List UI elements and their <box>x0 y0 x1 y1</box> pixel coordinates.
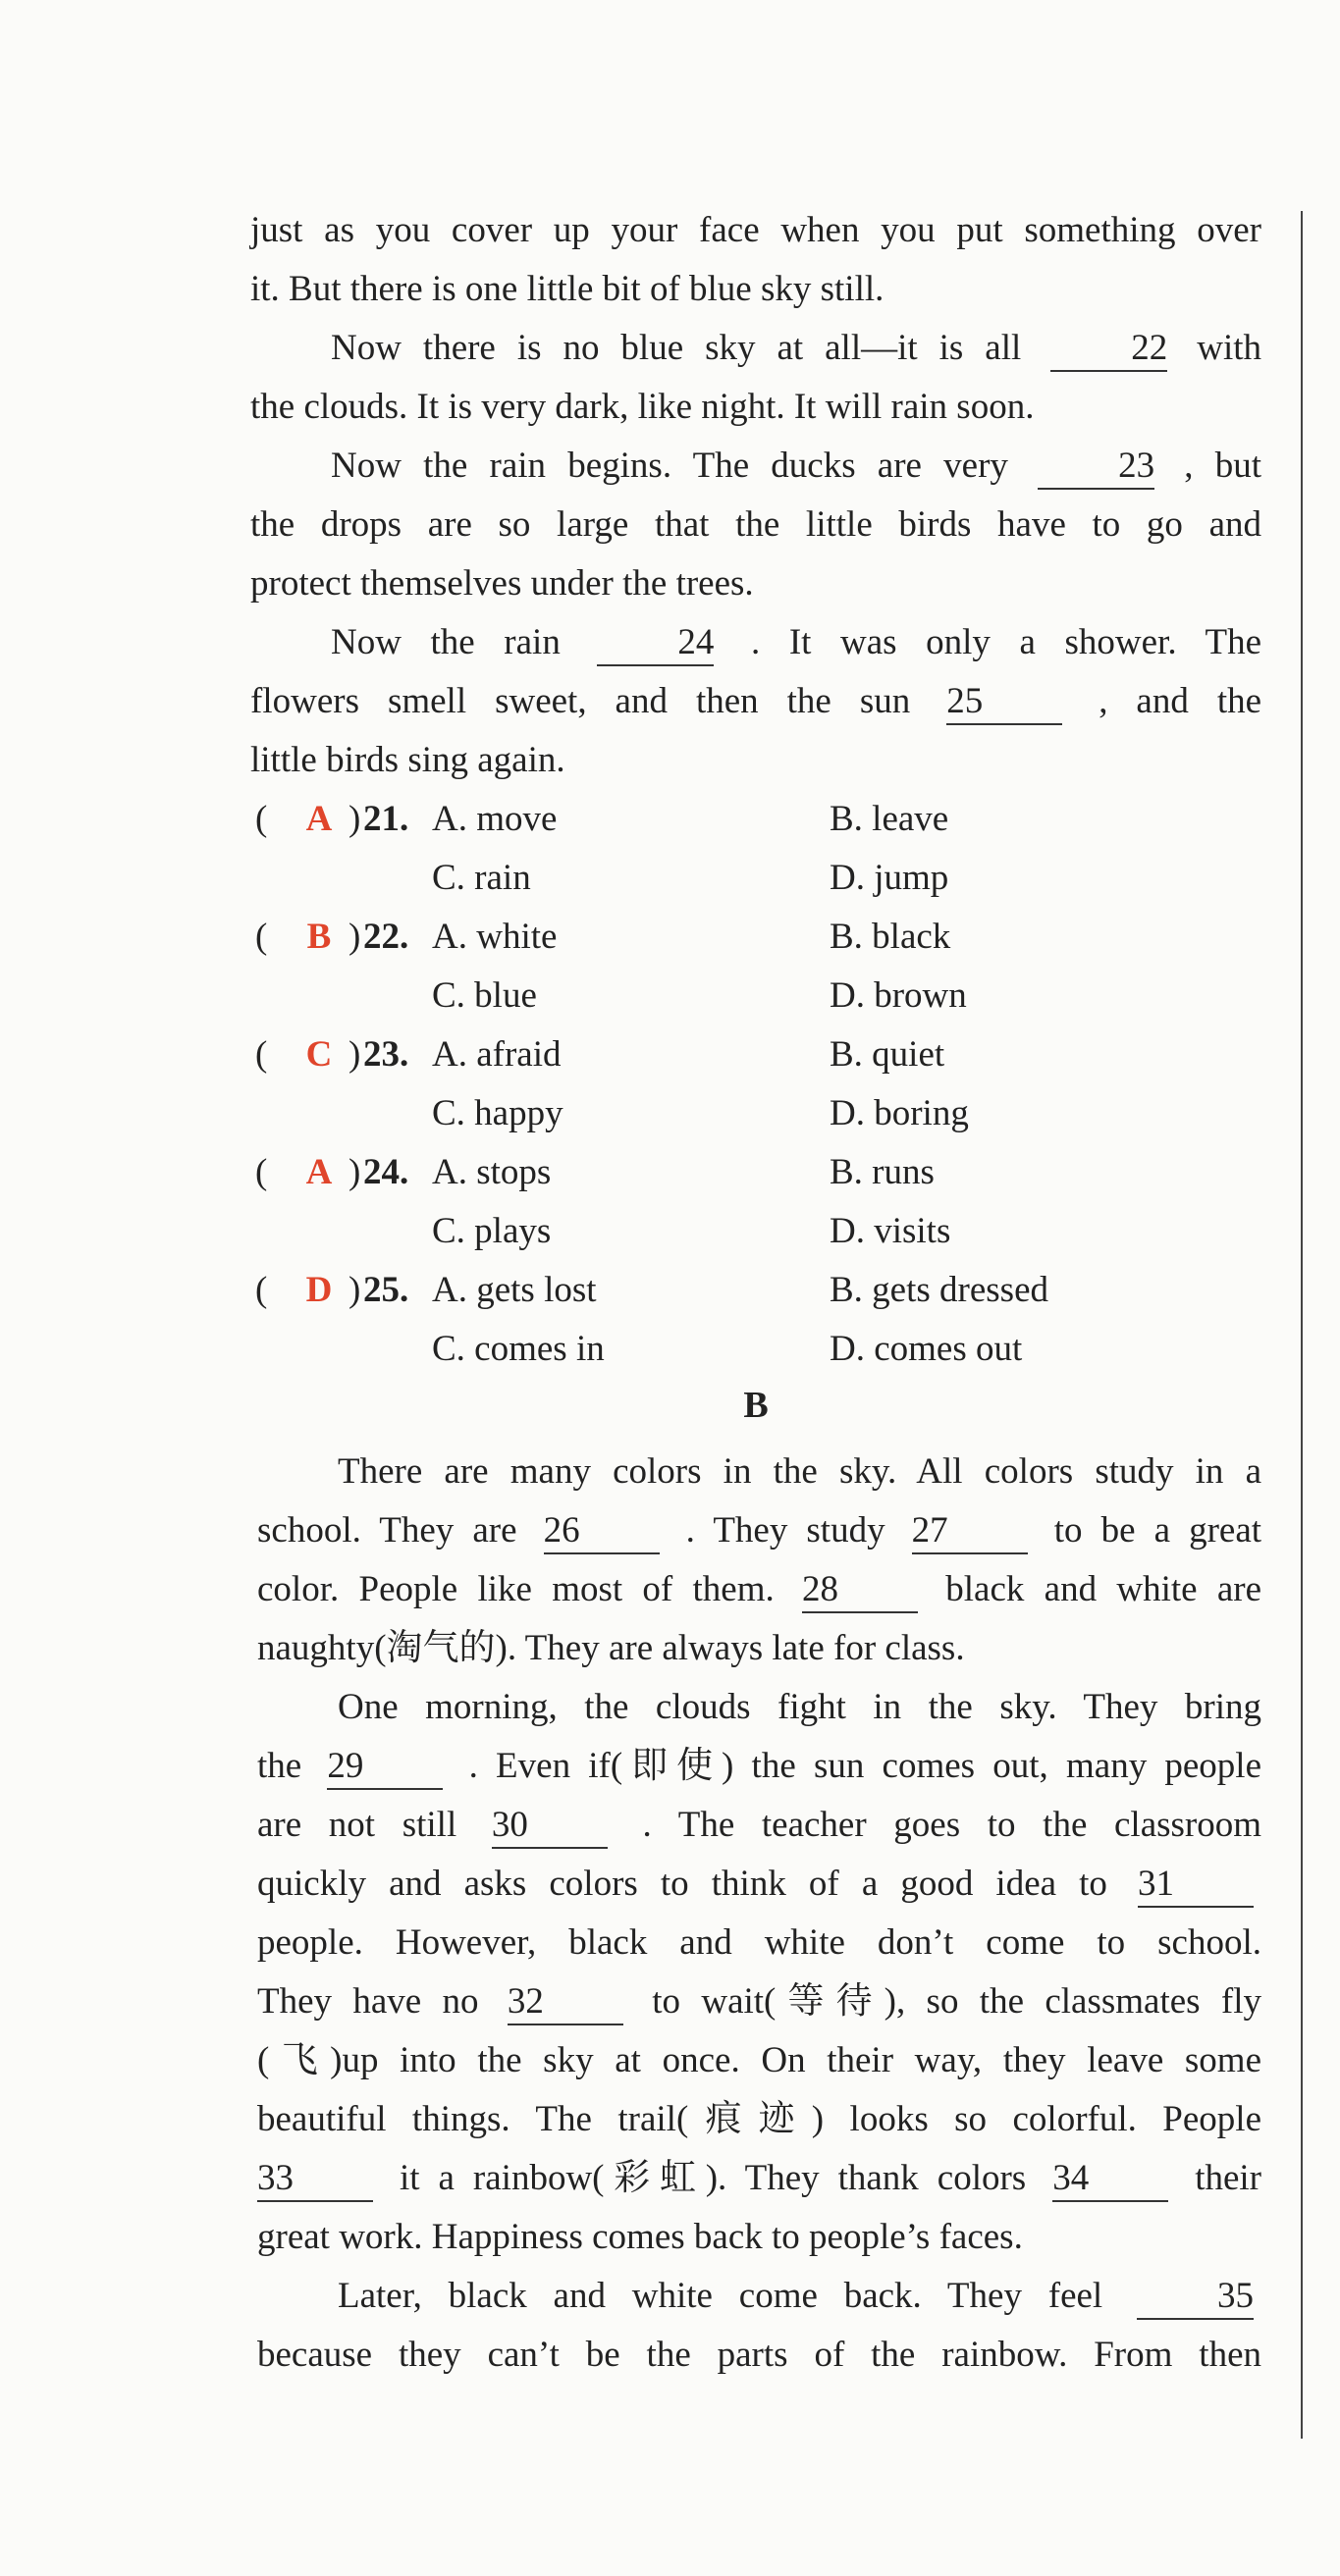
text-segment: to be a great <box>1053 1510 1262 1551</box>
text-segment: Later, black and white come back. They feel <box>338 2276 1103 2316</box>
text-line: One morning, the clouds fight in the sky. They bring <box>338 1687 1261 1727</box>
answer-mark: C <box>305 1034 333 1075</box>
answer-mark: D <box>305 1270 333 1310</box>
text-segment: . It was only a shower. The <box>751 622 1262 662</box>
text-segment: are not still <box>257 1805 457 1845</box>
text-segment: Now the rain begins. The ducks are very <box>331 446 1008 486</box>
option-c: C. rain <box>432 858 531 898</box>
option-c: C. blue <box>432 975 537 1016</box>
option-a: A. gets lost <box>432 1270 597 1310</box>
question-row-21 <box>250 790 1232 849</box>
text-line <box>250 613 1261 672</box>
option-a: A. afraid <box>432 1034 562 1075</box>
text-line: beautiful things. The trail(痕迹) looks so colorful. People <box>257 2099 1261 2139</box>
paren-left: ( <box>255 1034 268 1075</box>
option-d: D. comes out <box>830 1329 1023 1369</box>
question-row-25 <box>250 1261 1232 1320</box>
text-segment: school. They are <box>257 1510 517 1551</box>
text-segment: to wait(等待), so the classmates fly <box>652 1981 1261 2022</box>
blank-31: 31 <box>1138 1863 1254 1908</box>
question-number: 22. <box>363 917 409 957</box>
question-options <box>250 790 1232 1379</box>
text-segment: Now the rain <box>331 622 561 662</box>
text-segment: with <box>1197 328 1261 368</box>
text-segment: flowers smell sweet, and then the sun <box>250 681 911 721</box>
text-segment: their <box>1195 2158 1261 2198</box>
text-line: great work. Happiness comes back to people’s faces. <box>257 2217 1023 2257</box>
question-row-23 <box>250 1025 1232 1084</box>
blank-28: 28 <box>802 1568 918 1613</box>
question-number: 24. <box>363 1152 409 1192</box>
blank-29: 29 <box>327 1745 443 1790</box>
option-b: B. runs <box>830 1152 935 1192</box>
blank-22: 22 <box>1050 327 1167 372</box>
option-d: D. visits <box>830 1211 951 1251</box>
option-a: A. stops <box>432 1152 552 1192</box>
text-segment: Now there is no blue sky at all—it is all <box>331 328 1022 368</box>
text-line <box>250 319 1261 378</box>
text-line: people. However, black and white don’t come to school. <box>257 1922 1261 1963</box>
text-line <box>250 437 1261 496</box>
passage-b <box>257 1443 1261 2385</box>
text-segment: , but <box>1184 446 1261 486</box>
text-line <box>257 2267 1261 2326</box>
text-line <box>257 1501 1261 1560</box>
text-line: There are many colors in the sky. All colors study in a <box>338 1451 1261 1492</box>
blank-34: 34 <box>1052 2157 1168 2202</box>
text-line <box>257 1796 1261 1855</box>
text-line <box>250 672 1261 731</box>
question-row-25-cd <box>250 1320 1232 1379</box>
option-d: D. brown <box>830 975 967 1016</box>
section-title: B <box>743 1385 769 1426</box>
option-d: D. boring <box>830 1093 969 1133</box>
paren-left: ( <box>255 917 268 957</box>
paren-left: ( <box>255 1270 268 1310</box>
text-segment: They have no <box>257 1981 479 2022</box>
paren-right: ) <box>348 1152 361 1192</box>
answer-mark: B <box>306 917 332 957</box>
blank-30: 30 <box>492 1804 608 1849</box>
option-a: A. white <box>432 917 558 957</box>
option-b: B. quiet <box>830 1034 945 1075</box>
text-segment: the <box>257 1746 302 1786</box>
text-segment: . Even if(即使) the sun comes out, many people <box>468 1746 1262 1786</box>
text-line: protect themselves under the trees. <box>250 563 754 604</box>
option-c: C. comes in <box>432 1329 605 1369</box>
text-segment: . The teacher goes to the classroom <box>642 1805 1262 1845</box>
paren-right: ) <box>348 1270 361 1310</box>
text-line: little birds sing again. <box>250 740 565 780</box>
option-a: A. move <box>432 799 558 839</box>
text-line <box>257 2149 1261 2208</box>
text-line <box>257 1737 1261 1796</box>
blank-33: 33 <box>257 2157 373 2202</box>
question-row-24-cd <box>250 1202 1232 1261</box>
question-number: 21. <box>363 799 409 839</box>
answer-mark: A <box>305 1152 333 1192</box>
option-b: B. leave <box>830 799 949 839</box>
question-row-22-cd <box>250 967 1232 1025</box>
text-segment: , and the <box>1099 681 1262 721</box>
blank-24: 24 <box>597 621 714 666</box>
paren-right: ) <box>348 1034 361 1075</box>
question-number: 23. <box>363 1034 409 1075</box>
blank-27: 27 <box>912 1509 1028 1554</box>
right-margin-rule <box>1301 211 1303 2439</box>
paren-left: ( <box>255 799 268 839</box>
text-line: the drops are so large that the little birds have to go and <box>250 504 1261 545</box>
blank-26: 26 <box>544 1509 660 1554</box>
paren-right: ) <box>348 917 361 957</box>
answer-mark: A <box>305 799 333 839</box>
blank-23: 23 <box>1038 445 1154 490</box>
question-row-21-cd <box>250 849 1232 908</box>
option-b: B. black <box>830 917 951 957</box>
text-line: (飞)up into the sky at once. On their way, they leave some <box>257 2040 1261 2080</box>
text-segment: it a rainbow(彩虹). They thank colors <box>399 2158 1027 2198</box>
blank-25: 25 <box>946 680 1062 725</box>
text-line: naughty(淘气的). They are always late for class. <box>257 1628 965 1668</box>
text-line: because they can’t be the parts of the rainbow. From then <box>257 2335 1261 2375</box>
blank-32: 32 <box>508 1980 623 2025</box>
text-line <box>257 1855 1261 1914</box>
paren-left: ( <box>255 1152 268 1192</box>
text-segment: . They study <box>685 1510 885 1551</box>
text-segment: black and white are <box>945 1569 1261 1609</box>
option-c: C. happy <box>432 1093 563 1133</box>
option-b: B. gets dressed <box>830 1270 1048 1310</box>
question-number: 25. <box>363 1270 409 1310</box>
text-segment: quickly and asks colors to think of a good idea to <box>257 1864 1107 1904</box>
text-line <box>257 1560 1261 1619</box>
text-line: the clouds. It is very dark, like night. It will rain soon. <box>250 387 1035 427</box>
passage-a <box>250 201 1261 790</box>
text-line <box>257 1972 1261 2031</box>
text-line: just as you cover up your face when you put something over <box>250 210 1261 250</box>
option-d: D. jump <box>830 858 949 898</box>
question-row-22 <box>250 908 1232 967</box>
blank-35: 35 <box>1137 2275 1254 2320</box>
question-row-23-cd <box>250 1084 1232 1143</box>
paren-right: ) <box>348 799 361 839</box>
text-segment: color. People like most of them. <box>257 1569 775 1609</box>
question-row-24 <box>250 1143 1232 1202</box>
option-c: C. plays <box>432 1211 552 1251</box>
text-line: it. But there is one little bit of blue sky still. <box>250 269 884 309</box>
